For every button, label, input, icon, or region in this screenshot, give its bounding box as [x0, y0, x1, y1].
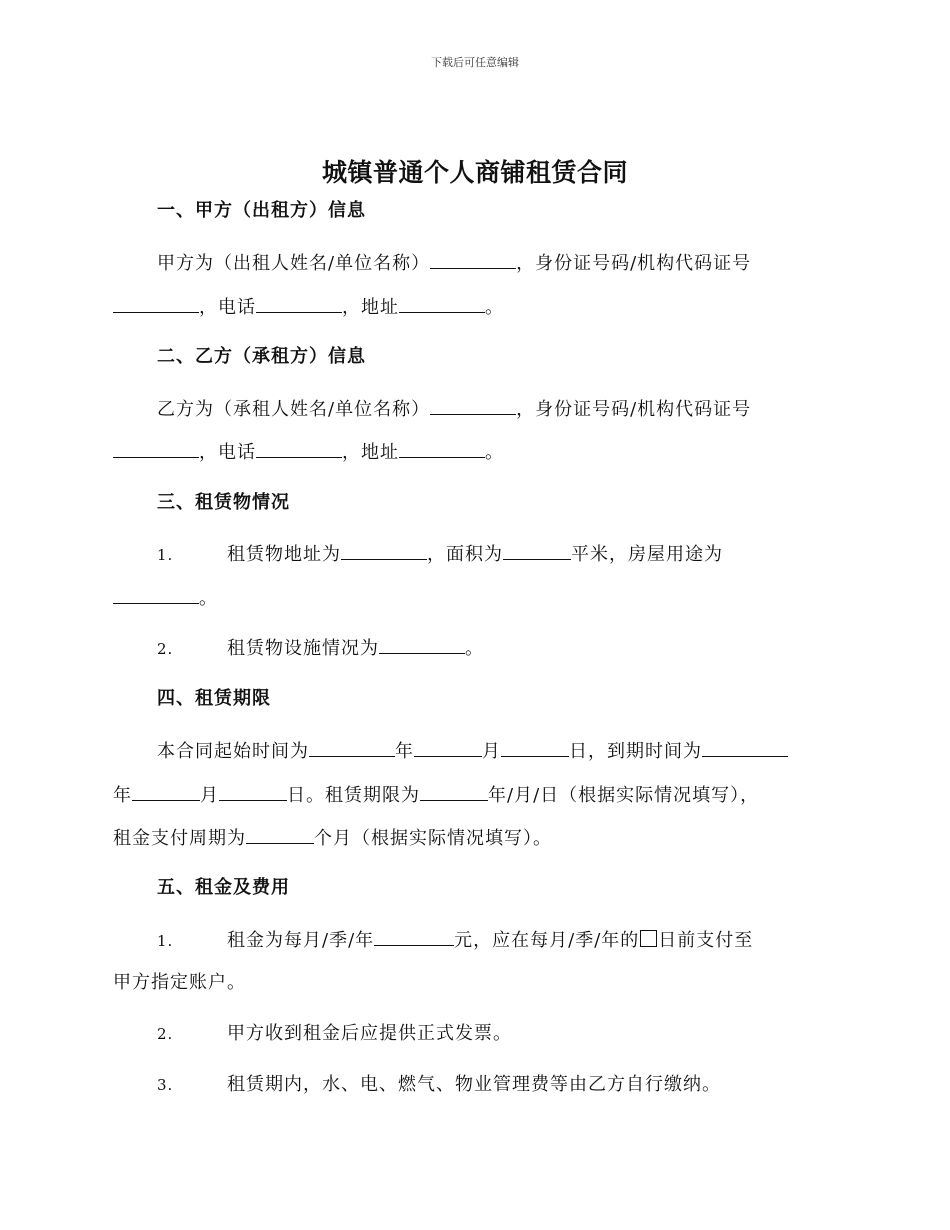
text-segment: 。: [485, 442, 504, 463]
text-segment: 年/月/日（根据实际情况填写），: [488, 785, 760, 806]
blank-end-month: [132, 783, 200, 801]
item-number: 2.: [157, 1025, 174, 1043]
section-3-item-2: [157, 636, 833, 660]
text-segment: ，地址: [342, 297, 399, 318]
text-segment: 租赁期内，水、电、燃气、物业管理费等由乙方自行缴纳。: [227, 1074, 721, 1095]
text-segment: 年: [395, 741, 414, 762]
text-segment: 甲方收到租金后应提供正式发票。: [227, 1023, 512, 1044]
blank-lessee-address: [399, 440, 485, 458]
blank-lessor-phone: [256, 295, 342, 313]
text-segment: 个月（根据实际情况填写）。: [314, 828, 552, 849]
page-header: 下载后可任意编辑: [431, 56, 519, 69]
section-2-heading: 二、乙方（承租方）信息: [157, 346, 366, 367]
text-segment: 租金支付周期为: [113, 828, 246, 849]
text-segment: 甲方为（出租人姓名/单位名称）: [157, 253, 431, 274]
text-segment: ，面积为: [427, 544, 503, 565]
section-1-line-2: [113, 295, 833, 319]
blank-rent-amount: [374, 928, 454, 946]
section-2-line-1: [157, 397, 833, 421]
text-segment: 月: [200, 785, 219, 806]
section-4-heading: 四、租赁期限: [157, 688, 271, 709]
text-segment: 平米，房屋用途为: [571, 544, 723, 565]
section-2-line-2: [113, 440, 833, 464]
blank-area: [503, 542, 571, 560]
text-segment: 乙方为（承租人姓名/单位名称）: [157, 399, 431, 420]
section-5-item-1-cont: 甲方指定账户。: [113, 972, 246, 993]
text-segment: 。: [199, 588, 218, 609]
text-segment: 租金为每月/季/年: [227, 930, 375, 951]
text-segment: ，身份证号码/机构代码证号: [516, 253, 752, 274]
section-3-item-1-cont: [113, 586, 833, 610]
section-4-line-1: [157, 739, 833, 763]
text-segment: 本合同起始时间为: [157, 741, 309, 762]
text-segment: 租赁物设施情况为: [227, 638, 379, 659]
item-number: 2.: [157, 640, 174, 658]
section-5-item-3: [157, 1073, 833, 1097]
section-5-heading: 五、租金及费用: [157, 877, 290, 898]
blank-end-year: [702, 739, 788, 757]
section-5-item-2: [157, 1022, 833, 1046]
blank-property-address: [341, 542, 427, 560]
blank-lessee-name: [430, 397, 516, 415]
text-segment: 日，到期时间为: [569, 741, 702, 762]
section-4-line-3: [113, 826, 833, 850]
section-1-line-1: [157, 251, 833, 275]
blank-payment-cycle: [246, 826, 314, 844]
text-segment: ，电话: [199, 442, 256, 463]
blank-lessor-address: [399, 295, 485, 313]
item-number: 3.: [157, 1076, 174, 1094]
item-number: 1.: [157, 932, 174, 950]
blank-lessor-name: [430, 251, 516, 269]
text-segment: ，电话: [199, 297, 256, 318]
section-3-item-1: [157, 542, 833, 566]
text-segment: ，地址: [342, 442, 399, 463]
blank-start-year: [309, 739, 395, 757]
text-segment: 。: [485, 297, 504, 318]
text-segment: 租赁物地址为: [227, 544, 341, 565]
section-5-item-1: [157, 928, 833, 952]
blank-facilities: [379, 636, 465, 654]
blank-start-day: [501, 739, 569, 757]
text-segment: 年: [113, 785, 132, 806]
text-segment: 。: [465, 638, 484, 659]
blank-term: [420, 783, 488, 801]
text-segment: 元，应在每月/季/年的: [454, 930, 640, 951]
blank-start-month: [414, 739, 482, 757]
blank-property-use: [113, 586, 199, 604]
checkbox-box-icon: [640, 930, 657, 947]
page-title: 城镇普通个人商铺租赁合同: [321, 158, 628, 187]
blank-lessor-id: [113, 295, 199, 313]
text-segment: 日。租赁期限为: [287, 785, 420, 806]
text-segment: ，身份证号码/机构代码证号: [516, 399, 752, 420]
text-segment: 月: [482, 741, 501, 762]
blank-lessee-phone: [256, 440, 342, 458]
blank-lessee-id: [113, 440, 199, 458]
item-number: 1.: [157, 546, 174, 564]
blank-end-day: [219, 783, 287, 801]
section-1-heading: 一、甲方（出租方）信息: [157, 200, 366, 221]
section-3-heading: 三、租赁物情况: [157, 492, 290, 513]
text-segment: 日前支付至: [658, 930, 754, 951]
section-4-line-2: [113, 783, 833, 807]
